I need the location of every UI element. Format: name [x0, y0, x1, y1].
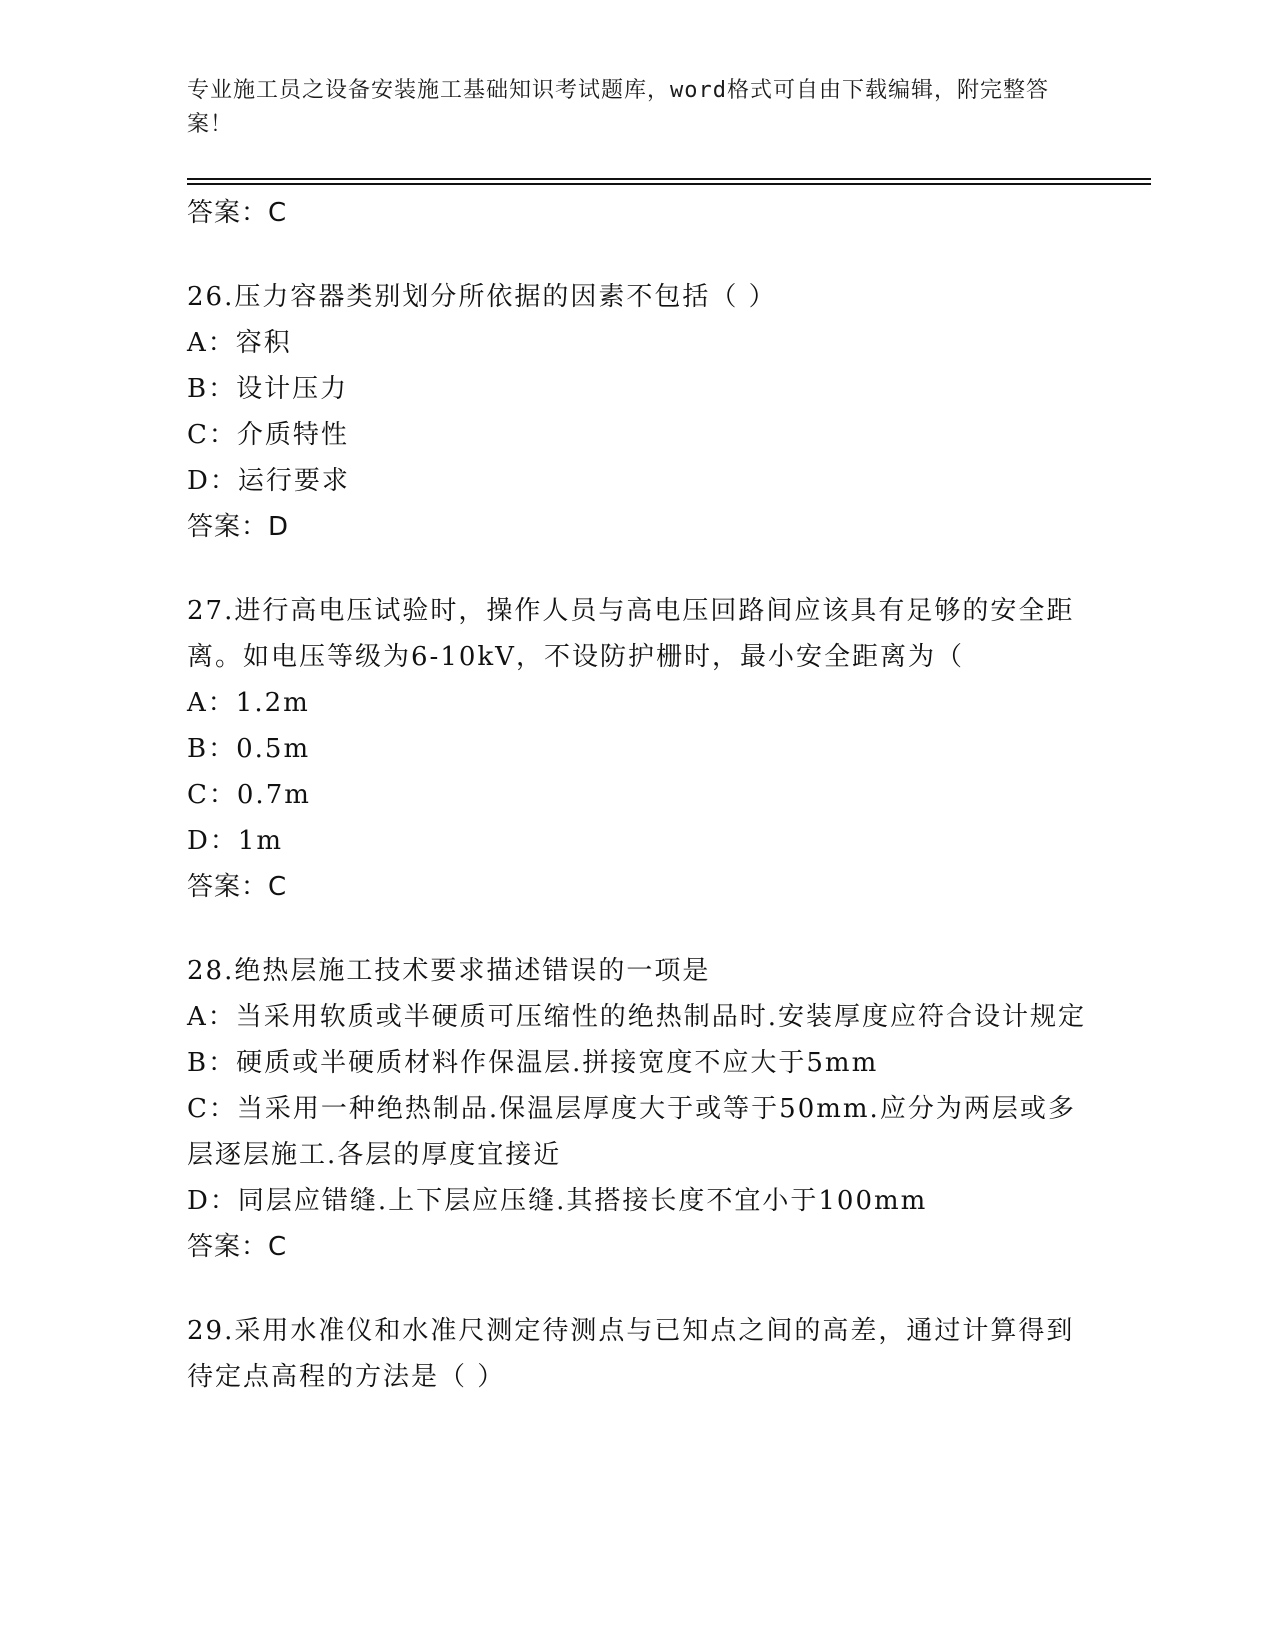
option-a: A：容积 [187, 328, 292, 358]
option-b: B：0.5m [187, 734, 311, 764]
question-28 [187, 948, 1087, 1270]
option-c: C：0.7m [187, 780, 311, 810]
option-d: D：1m [187, 826, 284, 856]
document-header: 专业施工员之设备安装施工基础知识考试题库，word格式可自由下载编辑，附完整答案！ [187, 78, 1049, 137]
question-27 [187, 588, 1087, 910]
answer-line: 答案：C [187, 1232, 288, 1262]
option-a: A：当采用软质或半硬质可压缩性的绝热制品时.安装厚度应符合设计规定 [187, 1002, 1087, 1032]
option-b: B：硬质或半硬质材料作保温层.拼接宽度不应大于5mm [187, 1048, 879, 1078]
answer-line: 答案：D [187, 512, 290, 542]
option-d: D：运行要求 [187, 466, 350, 496]
option-d: D：同层应错缝.上下层应压缝.其搭接长度不宜小于100mm [187, 1186, 928, 1216]
option-c: C：介质特性 [187, 420, 349, 450]
question-list [187, 190, 1087, 1400]
option-c: C：当采用一种绝热制品.保温层厚度大于或等于50mm.应分为两层或多层逐层施工.各层的厚度宜接近 [187, 1094, 1076, 1170]
question-text: 26.压力容器类别划分所依据的因素不包括（ ） [187, 282, 777, 312]
question-26 [187, 274, 1087, 550]
answer-line: 答案：C [187, 198, 288, 228]
question-text: 28.绝热层施工技术要求描述错误的一项是 [187, 956, 711, 986]
option-a: A：1.2m [187, 688, 310, 718]
question-text: 27.进行高电压试验时，操作人员与高电压回路间应该具有足够的安全距离。如电压等级为6-10kV，不设防护栅时，最小安全距离为（ [187, 596, 1075, 672]
option-b: B：设计压力 [187, 374, 349, 404]
header-rule-top [187, 178, 1151, 180]
question-text: 29.采用水准仪和水准尺测定待测点与已知点之间的高差，通过计算得到待定点高程的方法是（ ） [187, 1316, 1075, 1392]
answer-line: 答案：C [187, 872, 288, 902]
header-rule-bottom [187, 183, 1151, 185]
question-29 [187, 1308, 1087, 1400]
